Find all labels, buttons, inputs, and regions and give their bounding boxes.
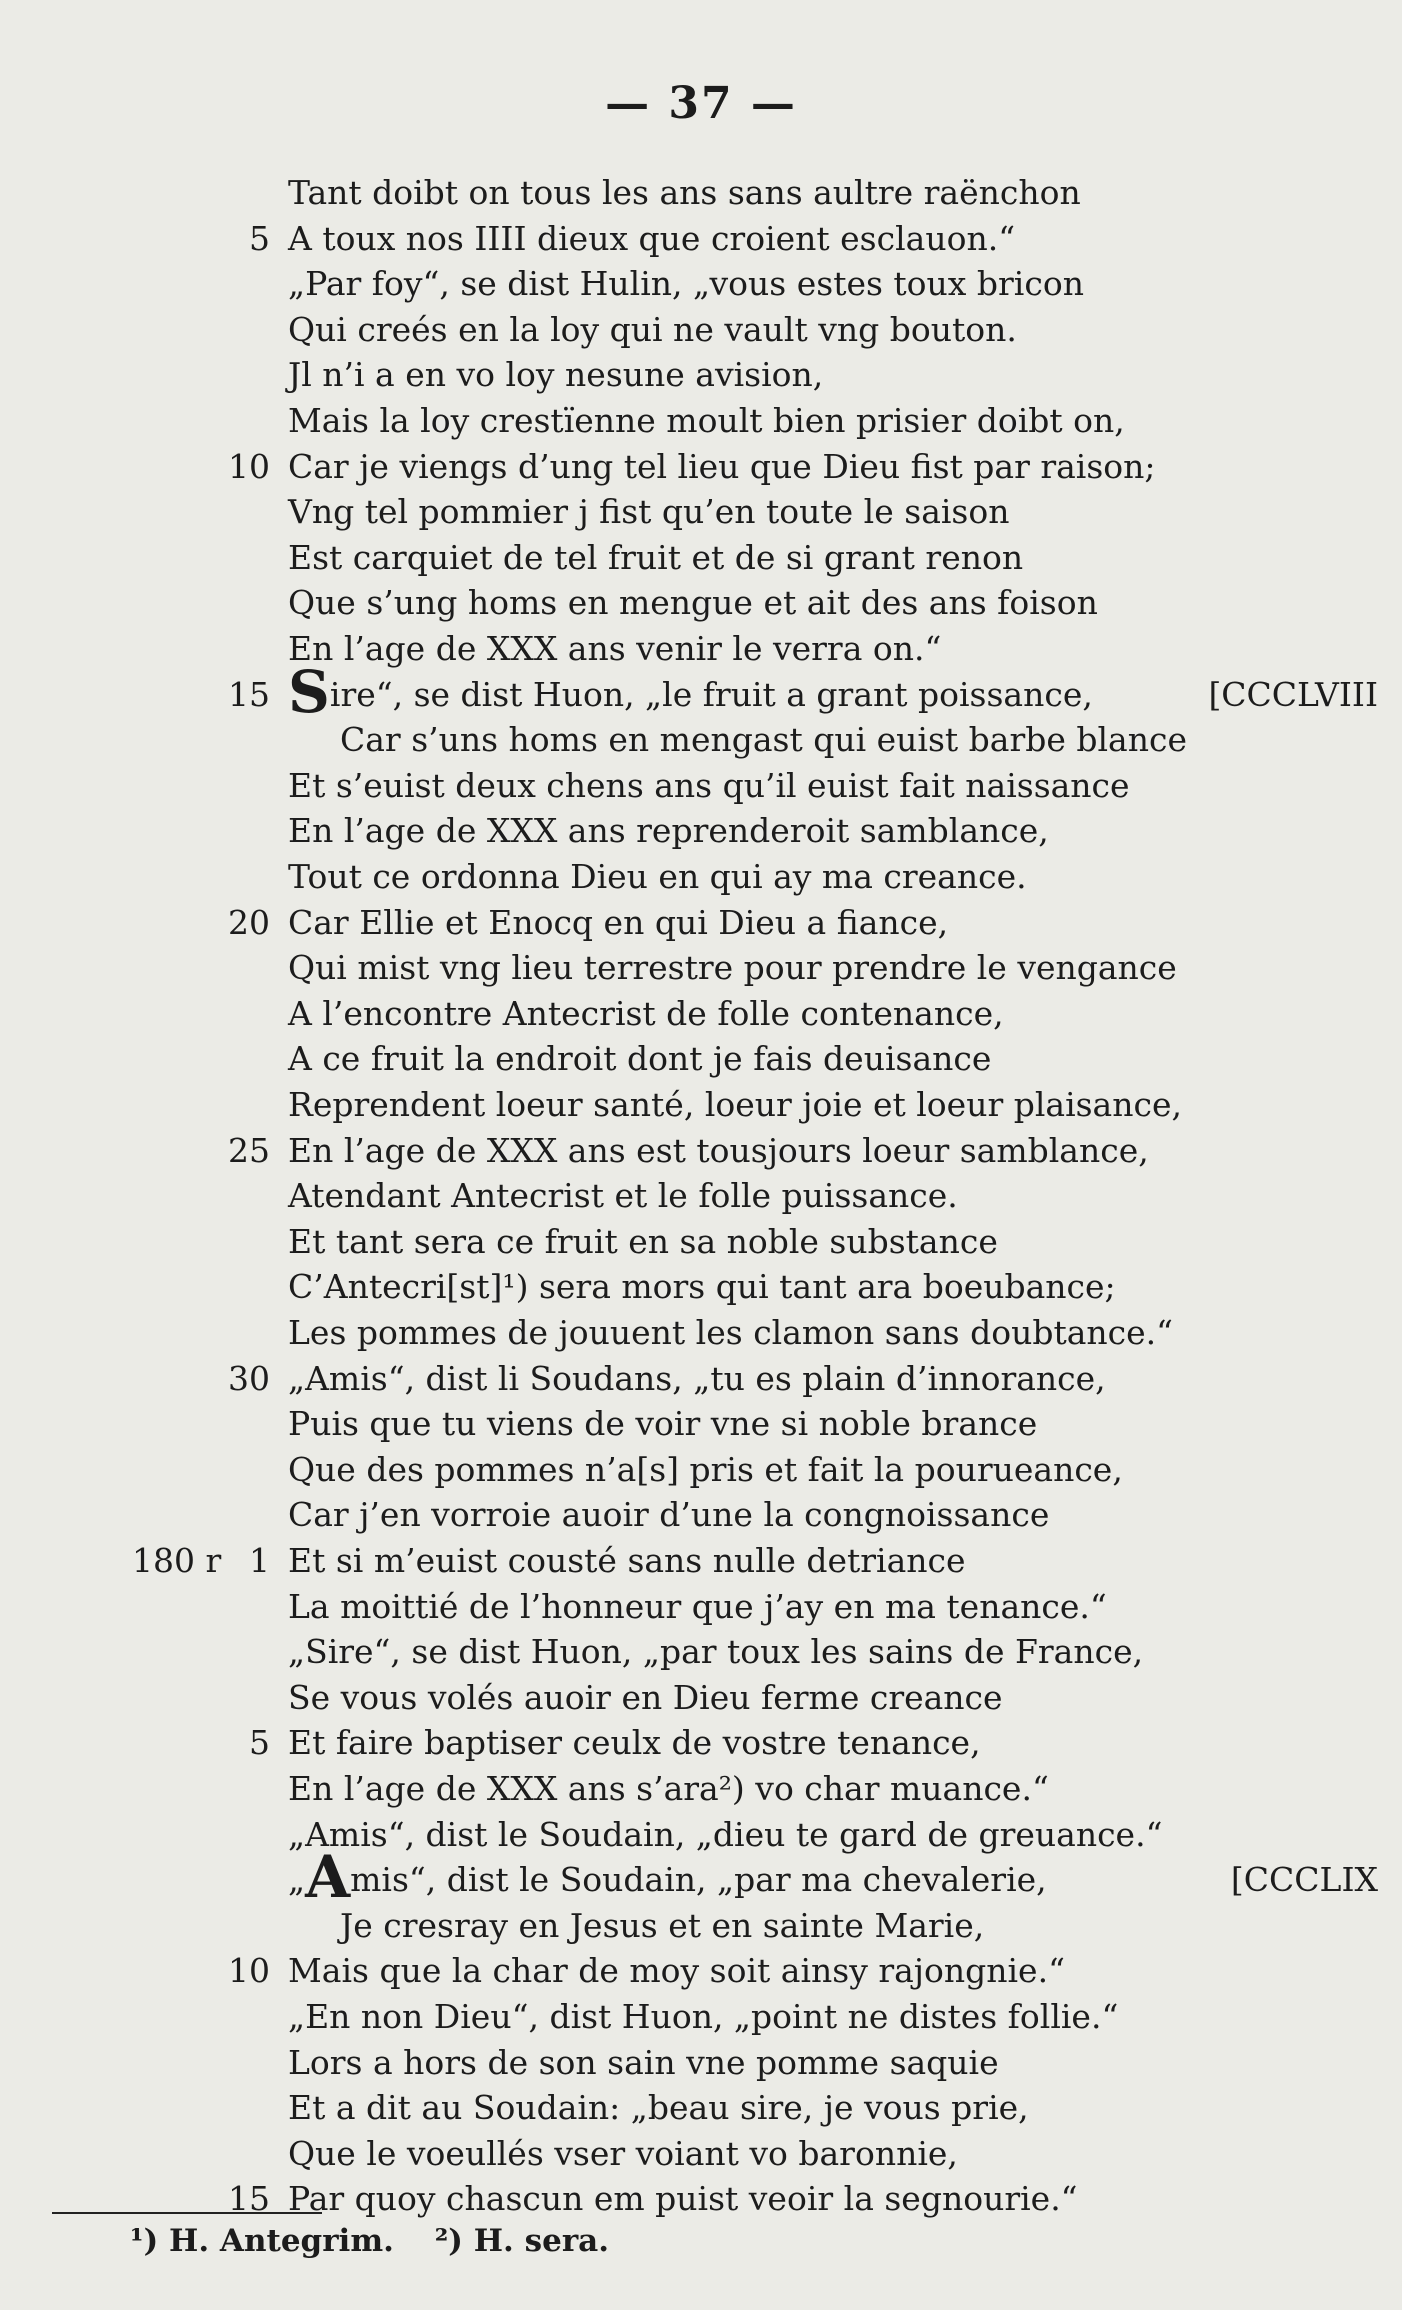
verse-line <box>0 2131 1402 2177</box>
line-number: 20 <box>228 902 270 942</box>
verse-line <box>0 444 1402 490</box>
verse-line <box>0 535 1402 581</box>
verse-text: Se vous volés auoir en Dieu ferme creance <box>288 1677 1003 1717</box>
verse-text: Et faire baptiser ceulx de vostre tenance, <box>288 1723 981 1763</box>
verse-line <box>0 1082 1402 1128</box>
verse-line <box>0 1128 1402 1174</box>
verse-text: „Amis“, dist le Soudain, „dieu te gard de greuance.“ <box>288 1814 1163 1854</box>
verse-text: „Par foy“, se dist Hulin, „vous estes toux bricon <box>288 264 1084 304</box>
verse-text: La moittié de l’honneur que j’ay en ma tenance.“ <box>288 1586 1107 1626</box>
verse-text: A ce fruit la endroit dont je fais deuisance <box>288 1039 992 1079</box>
verse-line <box>0 2040 1402 2086</box>
folio-marker: 180 r <box>132 1541 222 1580</box>
line-number: 10 <box>228 446 270 486</box>
verse-line <box>0 352 1402 398</box>
verse-text: En l’age de XXX ans venir le verra on.“ <box>288 629 942 668</box>
verse-text: Les pommes de jouuent les clamon sans doubtance.“ <box>288 1313 1174 1352</box>
verse-line <box>0 1843 1402 1912</box>
verse-text: Que s’ung homs en mengue et ait des ans foison <box>288 583 1098 623</box>
verse-line <box>0 1219 1402 1265</box>
footnote-2: ²) H. sera. <box>434 2223 610 2259</box>
drop-cap: S <box>288 657 330 726</box>
verse-line <box>0 1173 1402 1219</box>
verse-text: „Amis“, dist le Soudain, „par ma chevalerie, <box>288 1843 1047 1912</box>
verse-line <box>0 626 1402 672</box>
verse-text: Car s’uns homs en mengast qui euist barbe blance <box>340 720 1187 760</box>
verse-text: Que le voeullés vser voiant vo baronnie, <box>288 2133 958 2173</box>
verse-text: Car Ellie et Enocq en qui Dieu a fiance, <box>288 902 949 942</box>
verse-line <box>0 763 1402 809</box>
verse-line <box>0 1036 1402 1082</box>
verse-text: A toux nos IIII dieux que croient esclauon.“ <box>288 218 1016 258</box>
verse-line <box>0 854 1402 900</box>
line-number: 1 <box>249 1541 270 1580</box>
verse-text: Et s’euist deux chens ans qu’il euist fait naissance <box>288 765 1130 805</box>
verse-line <box>0 307 1402 353</box>
verse-line <box>0 216 1402 262</box>
verse-line <box>0 945 1402 991</box>
verse-line <box>0 1766 1402 1812</box>
footnotes <box>130 2218 639 2264</box>
line-number: 5 <box>249 218 270 258</box>
verse-line <box>0 261 1402 307</box>
footnote-rule <box>52 2212 322 2214</box>
verse-text: Et tant sera ce fruit en sa noble substance <box>288 1221 998 1261</box>
verse-line <box>0 717 1402 763</box>
verse-text: Et a dit au Soudain: „beau sire, je vous prie, <box>288 2088 1029 2128</box>
verse-line <box>0 1994 1402 2040</box>
verse-line <box>0 1492 1402 1538</box>
verse-text: Est carquiet de tel fruit et de si grant renon <box>288 537 1024 577</box>
verse-text: Tout ce ordonna Dieu en qui ay ma creance. <box>288 857 1027 896</box>
verse-text: Sire“, se dist Huon, „le fruit a grant poissance, <box>288 657 1093 726</box>
verse-text: Car j’en vorroie auoir d’une la congnoissance <box>288 1495 1050 1535</box>
verse-line <box>0 657 1402 726</box>
verse-line <box>0 2176 1402 2222</box>
verse-text: Je cresray en Jesus et en sainte Marie, <box>340 1905 985 1945</box>
drop-cap: A <box>305 1843 351 1912</box>
verse-line <box>0 1948 1402 1994</box>
line-number: 15 <box>228 674 270 714</box>
verse-text: „Sire“, se dist Huon, „par toux les sains de France, <box>288 1632 1144 1672</box>
verse-text: Puis que tu viens de voir vne si noble brance <box>288 1404 1038 1444</box>
verse-line <box>0 1903 1402 1949</box>
verse-line <box>0 1675 1402 1721</box>
verse-line <box>0 1538 1402 1584</box>
verse-text: Jl n’i a en vo loy nesune avision, <box>288 355 824 395</box>
verse-text: Mais la loy crestïenne moult bien prisier doibt on, <box>288 401 1125 440</box>
verse-text: „En non Dieu“, dist Huon, „point ne distes follie.“ <box>288 1997 1119 2036</box>
verse-line <box>0 900 1402 946</box>
verse-line <box>0 2085 1402 2131</box>
verse-line <box>0 580 1402 626</box>
verse-text: En l’age de XXX ans s’ara²) vo char muance.“ <box>288 1769 1049 1808</box>
verse-text: Reprendent loeur santé, loeur joie et loeur plaisance, <box>288 1085 1182 1124</box>
verse-line <box>0 1629 1402 1675</box>
line-number: 30 <box>228 1358 270 1398</box>
verse-line <box>0 398 1402 444</box>
verse-line <box>0 489 1402 535</box>
verse-line <box>0 991 1402 1037</box>
laisse-number: [CCCLIX <box>1230 1860 1378 1900</box>
verse-line <box>0 1812 1402 1858</box>
line-number: 10 <box>228 1951 270 1991</box>
verse-text: En l’age de XXX ans est tousjours loeur samblance, <box>288 1130 1149 1170</box>
laisse-number: [CCCLVIII <box>1208 674 1378 714</box>
verse-text: Qui mist vng lieu terrestre pour prendre le vengance <box>288 948 1177 988</box>
page-number: — 37 — <box>605 78 797 129</box>
verse-text: C’Antecri[st]¹) sera mors qui tant ara boeubance; <box>288 1267 1116 1307</box>
verse-text: „Amis“, dist li Soudans, „tu es plain d’innorance, <box>288 1358 1106 1398</box>
line-number: 25 <box>228 1130 270 1170</box>
verse-line <box>0 1401 1402 1447</box>
verse-text: Mais que la char de moy soit ainsy rajongnie.“ <box>288 1951 1065 1991</box>
verse-text: En l’age de XXX ans reprenderoit samblance, <box>288 811 1049 851</box>
verse-text: Et si m’euist cousté sans nulle detriance <box>288 1541 966 1580</box>
verse-text: Tant doibt on tous les ans sans aultre raënchon <box>288 173 1081 212</box>
verse-text: Qui creés en la loy qui ne vault vng bouton. <box>288 309 1017 349</box>
verse-line <box>0 1720 1402 1766</box>
verse-text: Lors a hors de son sain vne pomme saquie <box>288 2042 999 2082</box>
verse-line <box>0 808 1402 854</box>
verse-text: Car je viengs d’ung tel lieu que Dieu fist par raison; <box>288 446 1156 486</box>
line-number: 15 <box>228 2179 270 2219</box>
verse-line <box>0 1310 1402 1356</box>
line-number: 5 <box>249 1723 270 1763</box>
verse-text: Atendant Antecrist et le folle puissance. <box>288 1176 958 1216</box>
verse-text: A l’encontre Antecrist de folle contenance, <box>288 993 1004 1033</box>
verse-line <box>0 1264 1402 1310</box>
verse-text: Vng tel pommier j fist qu’en toute le saison <box>288 492 1010 532</box>
verse-line <box>0 170 1402 216</box>
verse-line <box>0 1447 1402 1493</box>
verse-line <box>0 1356 1402 1402</box>
verse-line <box>0 1584 1402 1630</box>
footnote-1: ¹) H. Antegrim. <box>130 2223 394 2259</box>
verse-text: Que des pommes n’a[s] pris et fait la pourueance, <box>288 1449 1123 1489</box>
verse-text: Par quoy chascun em puist veoir la segnourie.“ <box>288 2179 1078 2219</box>
